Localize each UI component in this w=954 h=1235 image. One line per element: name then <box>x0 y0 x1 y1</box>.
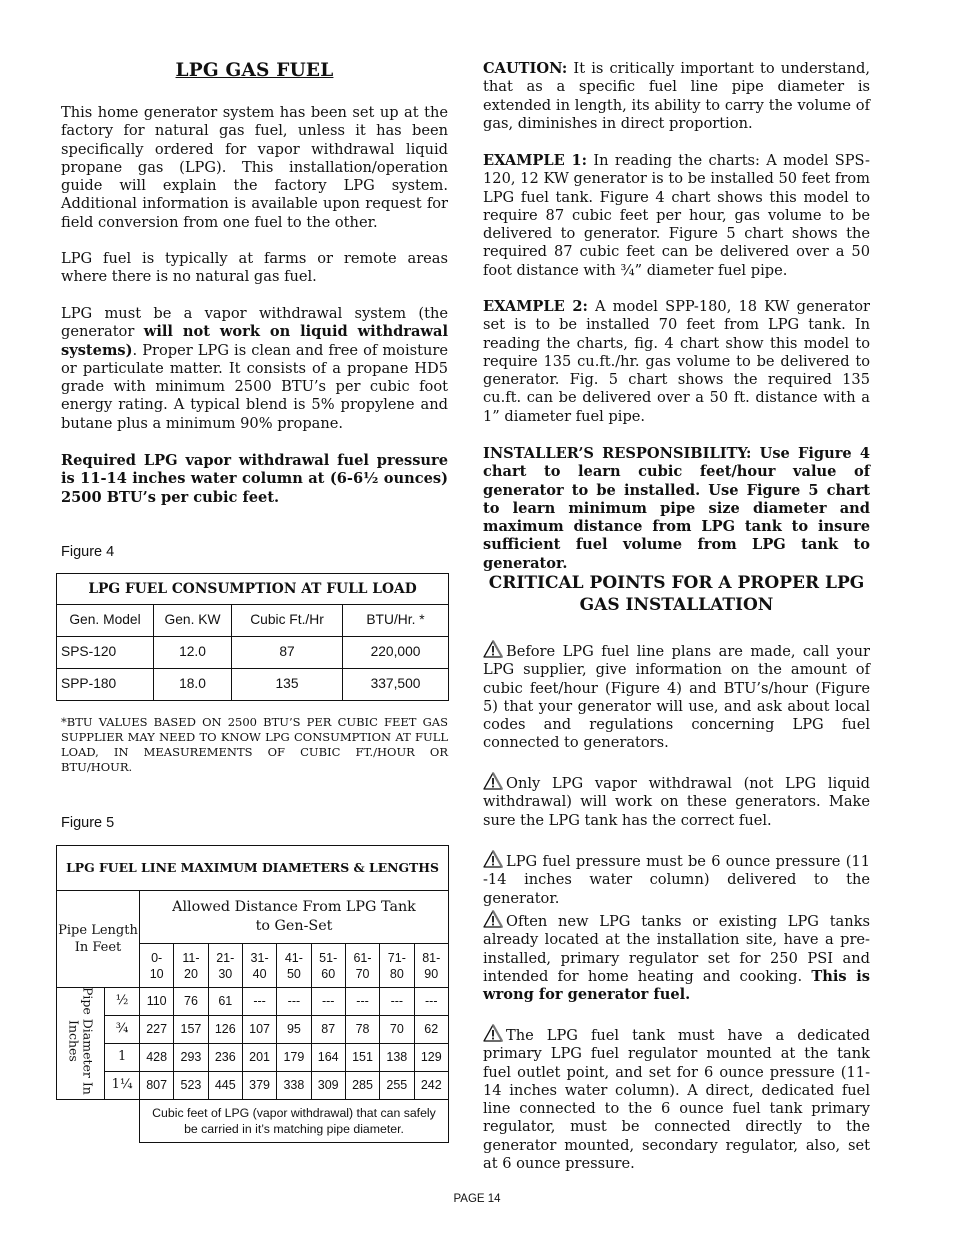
critical-point <box>483 910 870 1004</box>
table-cell: 379 <box>242 1072 276 1100</box>
figure-4-title: LPG FUEL CONSUMPTION AT FULL LOAD <box>57 574 449 605</box>
critical-point <box>483 850 870 908</box>
diameter-cell: ½ <box>105 988 140 1016</box>
table-cell: --- <box>414 988 449 1016</box>
critical-point <box>483 772 870 830</box>
table-cell: 445 <box>208 1072 242 1100</box>
warning-triangle-icon <box>483 640 503 658</box>
table-cell: --- <box>345 988 379 1016</box>
pipe-length-label: Pipe Length In Feet <box>57 891 140 988</box>
table-cell: 157 <box>174 1016 208 1044</box>
example-2-text: A model SPP-180, 18 KW generator set is to be installed 70 feet from LPG tank. In reading the charts, fig. 4 chart show this model to require 135 cu.ft./hr. gas volume to be delivered to generator. Fig. 5 chart shows the required 135 cu.ft. can be delivered over a 50 ft. distance with a 1” diameter fuel pipe. <box>483 298 870 425</box>
table-row <box>57 1072 449 1100</box>
table-cell: 135 <box>232 669 343 701</box>
caution-paragraph <box>483 60 870 133</box>
caution-text: It is critically important to understand, that as a specific fuel line pipe diameter is extended in length, its ability to carry the volume of gas, diminishes in direct proportion. <box>483 60 870 132</box>
page-title: LPG GAS FUEL <box>175 60 334 81</box>
col-header: BTU/Hr. * <box>343 605 449 637</box>
page-number: PAGE 14 <box>453 1193 501 1205</box>
table-cell: 95 <box>277 1016 311 1044</box>
col-header: Gen. Model <box>57 605 154 637</box>
table-cell: 179 <box>277 1044 311 1072</box>
table-cell: 110 <box>140 988 174 1016</box>
col-header: Cubic Ft./Hr <box>232 605 343 637</box>
table-cell: 151 <box>345 1044 379 1072</box>
table-cell: 126 <box>208 1016 242 1044</box>
caution-label: CAUTION: <box>483 60 568 77</box>
table-cell: 309 <box>311 1072 345 1100</box>
figure-5-caption: Cubic feet of LPG (vapor withdrawal) that can safely be carried in it’s matching pipe diameter. <box>140 1100 449 1143</box>
table-cell: 164 <box>311 1044 345 1072</box>
vapor-text-end: . Proper LPG is clean and free of moisture or particulate matter. It consists of a propane HD5 grade with minimum 2500 BTU’s per cubic foot energy rating. A typical blend is 5% propylene and butane plus a minimum 90% propane. <box>61 341 448 432</box>
table-cell: 87 <box>232 637 343 669</box>
distance-header: 0- 10 <box>140 944 174 988</box>
figure-5-table <box>56 845 449 1143</box>
vapor-withdrawal-paragraph <box>61 305 448 433</box>
vapor-text-bold: will not work on liquid withdrawal systems) <box>61 323 448 359</box>
distance-header: 61- 70 <box>345 944 379 988</box>
figure-4-label: Figure 4 <box>61 544 115 560</box>
table-cell: 87 <box>311 1016 345 1044</box>
table-cell: 807 <box>140 1072 174 1100</box>
pipe-diameter-label: Pipe Diameter In Inches <box>66 986 96 1095</box>
vapor-text-start: LPG must be a vapor withdrawal system (the generator <box>61 305 448 341</box>
example-1-text: In reading the charts: A model SPS-120, 12 KW generator is to be installed 50 feet from LPG fuel tank. Figure 4 chart shows this model to require 87 cubic feet per hour, gas volume to be delivered to generator. Figure 5 chart shows the required 87 cubic feet can be delivered over a 50 foot distance with ¾” diameter fuel pipe. <box>483 152 870 279</box>
col-header: Gen. KW <box>154 605 232 637</box>
table-cell: 12.0 <box>154 637 232 669</box>
table-cell: 76 <box>174 988 208 1016</box>
table-cell: 227 <box>140 1016 174 1044</box>
table-cell: SPS-120 <box>57 637 154 669</box>
diameter-cell: ¾ <box>105 1016 140 1044</box>
table-row <box>57 988 449 1016</box>
table-row <box>57 637 449 669</box>
table-cell: 107 <box>242 1016 276 1044</box>
figure-5-title: LPG FUEL LINE MAXIMUM DIAMETERS & LENGTHS <box>57 846 449 891</box>
table-cell: --- <box>277 988 311 1016</box>
critical-point <box>483 640 870 753</box>
table-header-row <box>57 605 449 637</box>
critical-point-text: The LPG fuel tank must have a dedicated primary LPG fuel regulator mounted at the tank fuel outlet point, and set for 6 ounce pressure (11-14 inches water column). A direct, dedicated fuel line connected to the 6 ounce fuel tank primary regulator, must be connected directly to the generator mounted, secondary regulator, also, set at 6 ounce pressure. <box>483 1027 870 1173</box>
table-cell: 138 <box>380 1044 414 1072</box>
table-cell: 129 <box>414 1044 449 1072</box>
critical-point-text: LPG fuel pressure must be 6 ounce pressure (11 -14 inches water column) delivered to the generator. <box>483 853 870 907</box>
table-cell: 338 <box>277 1072 311 1100</box>
table-cell: 242 <box>414 1072 449 1100</box>
critical-point <box>483 1024 870 1173</box>
table-cell: 337,500 <box>343 669 449 701</box>
table-cell: 18.0 <box>154 669 232 701</box>
table-cell: 293 <box>174 1044 208 1072</box>
table-cell: 236 <box>208 1044 242 1072</box>
table-cell: 70 <box>380 1016 414 1044</box>
table-row <box>57 669 449 701</box>
table-cell: 255 <box>380 1072 414 1100</box>
diameter-cell: 1 <box>105 1044 140 1072</box>
example-2-paragraph <box>483 298 870 426</box>
distance-header: 41- 50 <box>277 944 311 988</box>
pressure-requirement: Required LPG vapor withdrawal fuel pressure is 11-14 inches water column at (6-6½ ounces) 2500 BTU’s per cubic feet. <box>61 452 448 506</box>
table-row <box>57 1044 449 1072</box>
distance-header: 11- 20 <box>174 944 208 988</box>
distance-header: 51- 60 <box>311 944 345 988</box>
example-1-label: EXAMPLE 1: <box>483 152 588 169</box>
distance-header: 31- 40 <box>242 944 276 988</box>
table-cell: 285 <box>345 1072 379 1100</box>
critical-points-heading: CRITICAL POINTS FOR A PROPER LPG GAS INSTALLATION <box>488 573 865 615</box>
table-cell: 220,000 <box>343 637 449 669</box>
allowed-distance-label: Allowed Distance From LPG Tank to Gen-Set <box>140 891 449 944</box>
critical-point-text: Only LPG vapor withdrawal (not LPG liquid withdrawal) will work on these generators. Make sure the LPG tank has the correct fuel. <box>483 775 870 829</box>
critical-point-bold: This is wrong for generator fuel. <box>483 967 870 1004</box>
table-cell: 62 <box>414 1016 449 1044</box>
warning-triangle-icon <box>483 910 503 928</box>
warning-triangle-icon <box>483 772 503 790</box>
table-cell: 428 <box>140 1044 174 1072</box>
installer-responsibility: INSTALLER’S RESPONSIBILITY: Use Figure 4 chart to learn cubic feet/hour value of generator to be installed. Use Figure 5 chart to learn minimum pipe size diameter and maximum distance from LPG tank to insure sufficient fuel volume from LPG tank to generator. <box>483 445 870 572</box>
figure-5-label: Figure 5 <box>61 815 115 831</box>
distance-header: 21- 30 <box>208 944 242 988</box>
btu-footnote: *BTU VALUES BASED ON 2500 BTU’S PER CUBIC FEET GAS SUPPLIER MAY NEED TO KNOW LPG CONSUMPTION AT FULL LOAD, IN MEASUREMENTS OF CUBIC FT./HOUR OR BTU/HOUR. <box>61 715 448 774</box>
table-cell: --- <box>380 988 414 1016</box>
table-cell: --- <box>311 988 345 1016</box>
table-cell: 523 <box>174 1072 208 1100</box>
diameter-cell: 1¼ <box>105 1072 140 1100</box>
warning-triangle-icon <box>483 850 503 868</box>
warning-triangle-icon <box>483 1024 503 1042</box>
distance-header: 81- 90 <box>414 944 449 988</box>
example-1-paragraph <box>483 152 870 280</box>
farms-paragraph: LPG fuel is typically at farms or remote areas where there is no natural gas fuel. <box>61 250 448 286</box>
critical-point-text: Before LPG fuel line plans are made, call your LPG supplier, give information on the amount of cubic feet/hour (Figure 4) and BTU’s/hour (Figure 5) that your generator will use, and ask about local codes and regulations concerning LPG fuel connected to generators. <box>483 643 870 752</box>
intro-paragraph: This home generator system has been set up at the factory for natural gas fuel, unless it has been specifically ordered for vapor withdrawal liquid propane gas (LPG). This installation/operation guide will explain the factory LPG system. Additional information is available upon request for field conversion from one fuel to the other. <box>61 104 448 231</box>
table-cell: SPP-180 <box>57 669 154 701</box>
table-cell: --- <box>242 988 276 1016</box>
table-cell: 61 <box>208 988 242 1016</box>
example-2-label: EXAMPLE 2: <box>483 298 588 315</box>
pipe-diameter-label-cell <box>57 988 105 1100</box>
distance-header: 71- 80 <box>380 944 414 988</box>
critical-point-text: Often new LPG tanks or existing LPG tanks already located at the installation site, have a pre-installed, primary regulator set for 250 PSI and intended for home heating and cooking. <box>483 913 870 985</box>
table-cell: 201 <box>242 1044 276 1072</box>
table-row <box>57 1016 449 1044</box>
figure-4-table <box>56 573 449 701</box>
table-cell: 78 <box>345 1016 379 1044</box>
